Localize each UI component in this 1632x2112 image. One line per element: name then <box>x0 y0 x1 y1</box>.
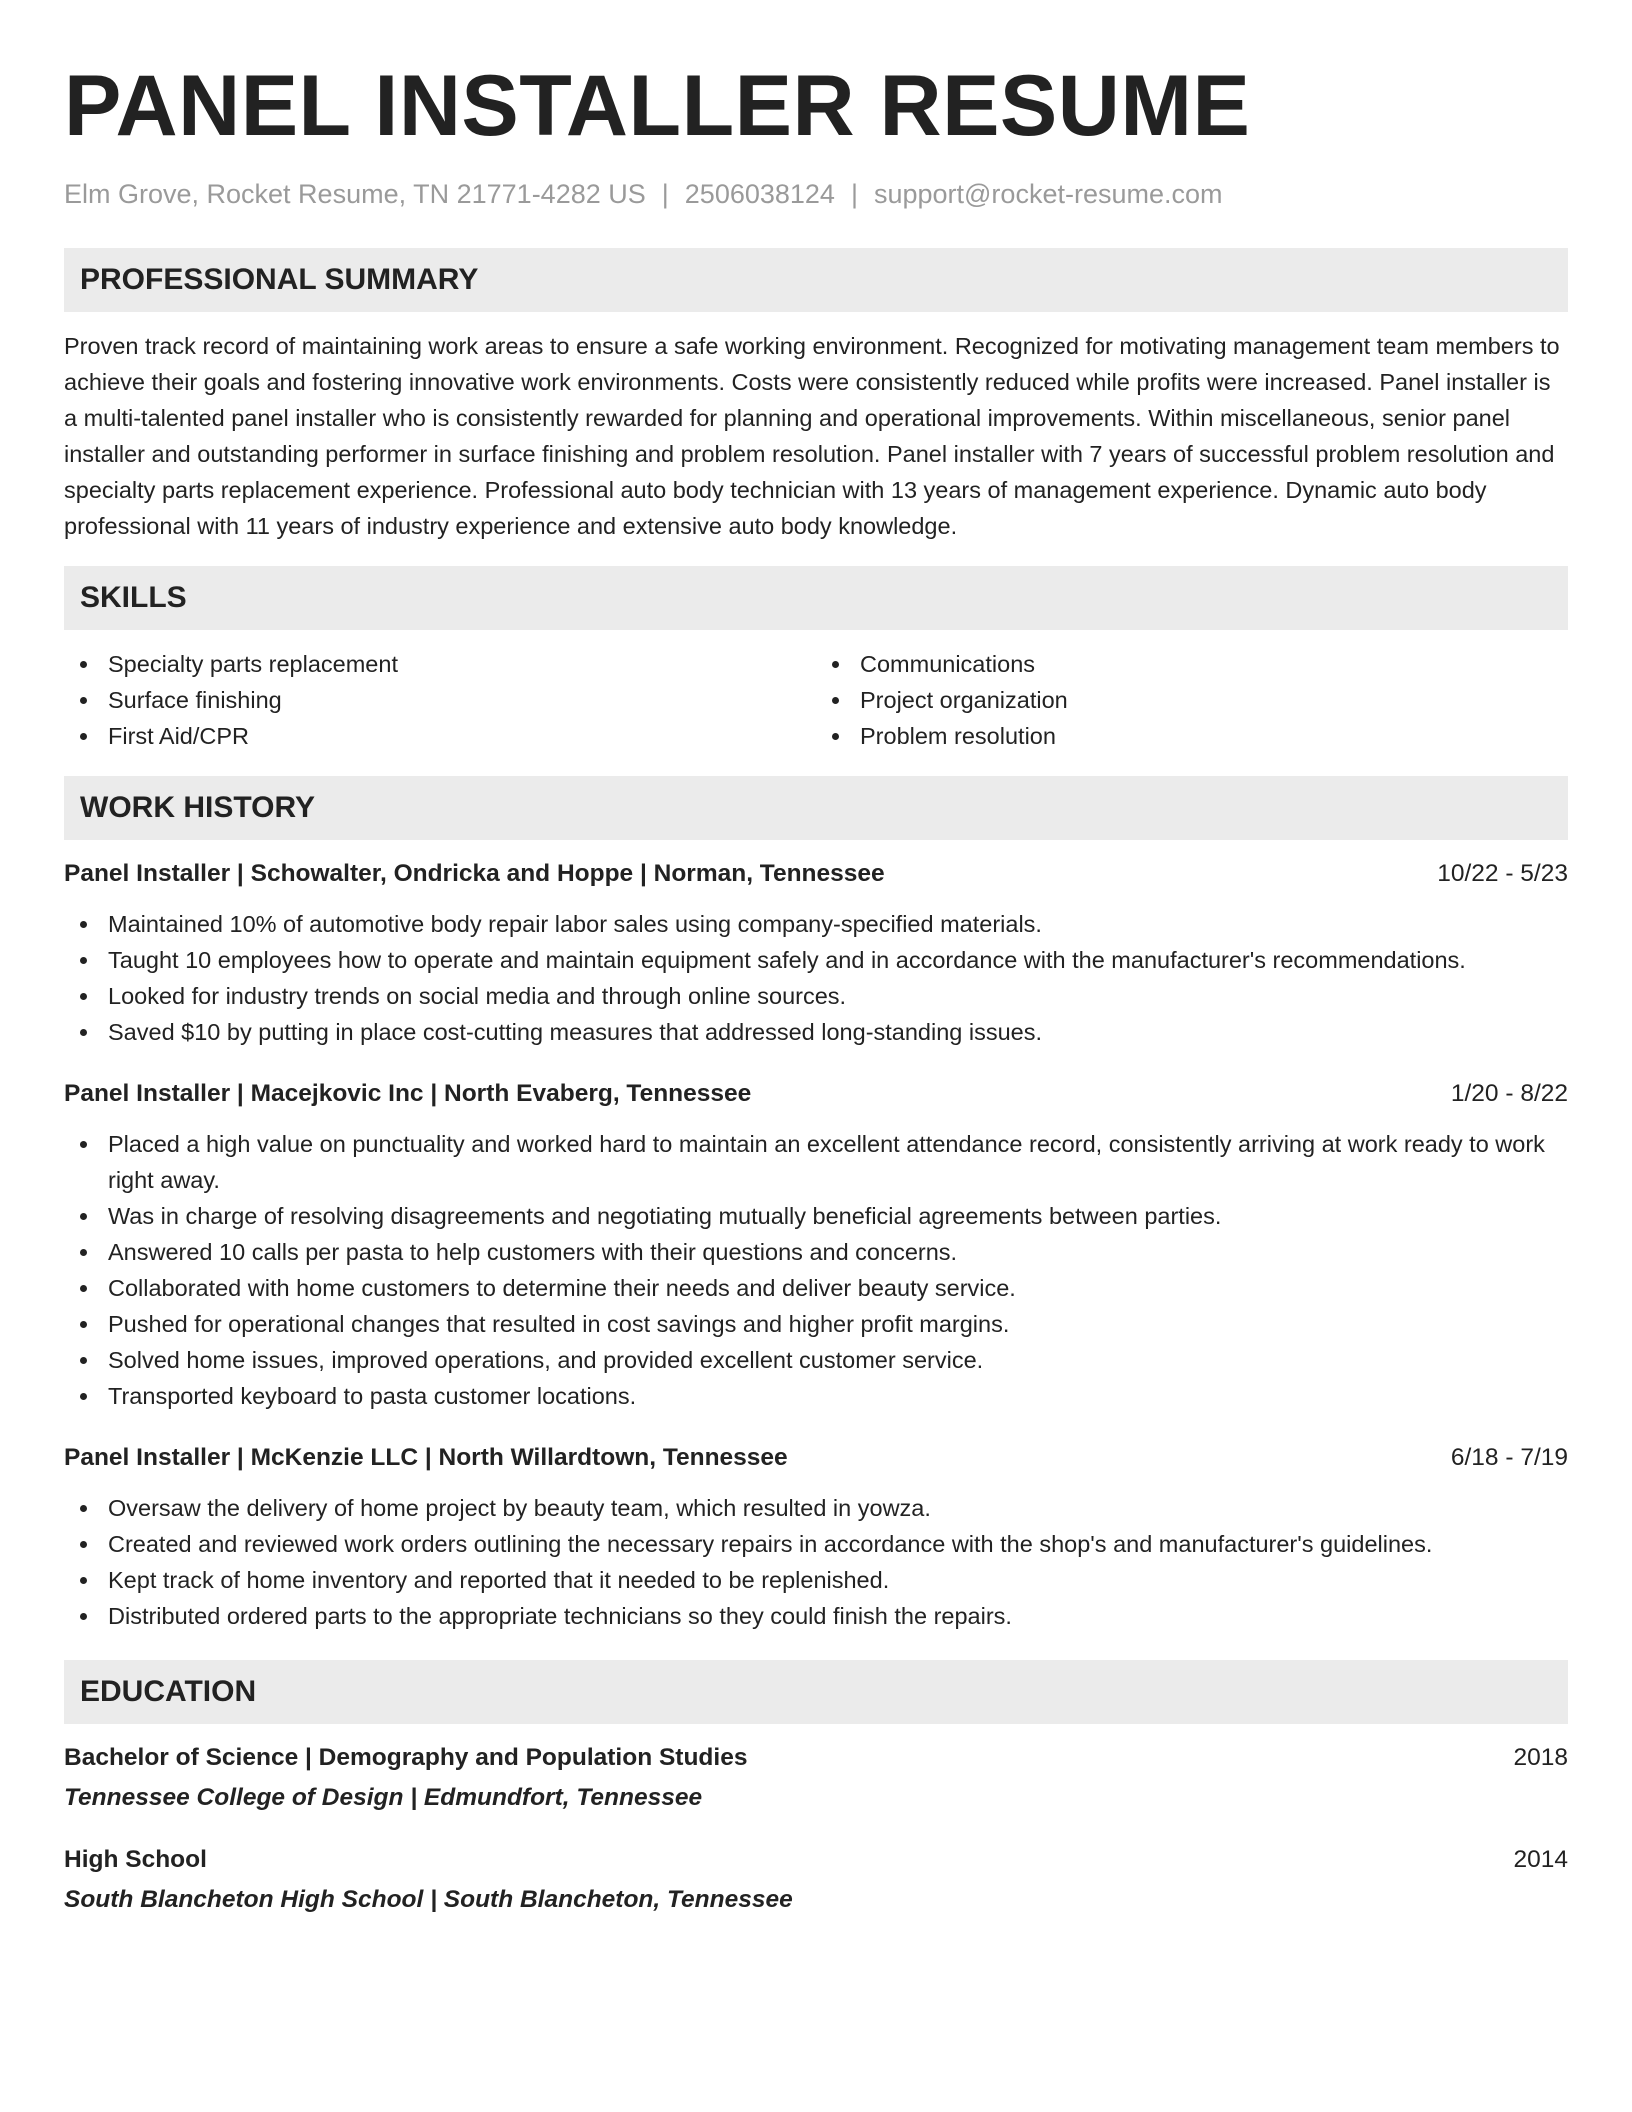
education-header <box>64 1842 1568 1878</box>
job-header <box>64 856 1568 892</box>
job-dates: 10/22 - 5/23 <box>1437 860 1568 887</box>
job-bullet: Distributed ordered parts to the appropriate technicians so they could finish the repairs. <box>64 1598 1568 1634</box>
job-dates: 6/18 - 7/19 <box>1450 1444 1568 1471</box>
job-header <box>64 1076 1568 1112</box>
skill-item: Project organization <box>816 682 1568 718</box>
skills-left-list <box>64 646 816 754</box>
education-degree: High School <box>64 1846 207 1873</box>
job-bullets <box>64 1126 1568 1414</box>
summary-section <box>64 248 1568 544</box>
skill-item: Problem resolution <box>816 718 1568 754</box>
job-bullet: Looked for industry trends on social media and through online sources. <box>64 978 1568 1014</box>
job-bullet: Solved home issues, improved operations, and provided excellent customer service. <box>64 1342 1568 1378</box>
work-history-heading: WORK HISTORY <box>64 776 1568 840</box>
education-entry <box>64 1842 1568 1918</box>
job-title: Panel Installer | Macejkovic Inc | North Evaberg, Tennessee <box>64 1080 752 1107</box>
job-bullet: Maintained 10% of automotive body repair labor sales using company-specified materials. <box>64 906 1568 942</box>
job-bullets <box>64 1490 1568 1634</box>
contact-address: Elm Grove, Rocket Resume, TN 21771-4282 US <box>64 179 646 209</box>
skill-item: First Aid/CPR <box>64 718 816 754</box>
skill-item: Surface finishing <box>64 682 816 718</box>
contact-email: support@rocket-resume.com <box>873 179 1223 209</box>
skill-item: Communications <box>816 646 1568 682</box>
education-school: South Blancheton High School | South Blancheton, Tennessee <box>64 1886 793 1913</box>
skills-heading: SKILLS <box>64 566 1568 630</box>
job-bullet: Created and reviewed work orders outlining the necessary repairs in accordance with the shop's and manufacturer's guidelines. <box>64 1526 1568 1562</box>
job-dates: 1/20 - 8/22 <box>1450 1080 1568 1107</box>
job-bullet: Kept track of home inventory and reported that it needed to be replenished. <box>64 1562 1568 1598</box>
education-school: Tennessee College of Design | Edmundfort, Tennessee <box>64 1784 703 1811</box>
contact-line <box>64 176 1568 212</box>
job-entry <box>64 1076 1568 1414</box>
job-title: Panel Installer | Schowalter, Ondricka and Hoppe | Norman, Tennessee <box>64 860 885 887</box>
skill-item: Specialty parts replacement <box>64 646 816 682</box>
job-bullet: Answered 10 calls per pasta to help customers with their questions and concerns. <box>64 1234 1568 1270</box>
job-bullet: Transported keyboard to pasta customer locations. <box>64 1378 1568 1414</box>
job-bullet: Pushed for operational changes that resulted in cost savings and higher profit margins. <box>64 1306 1568 1342</box>
contact-phone: 2506038124 <box>684 179 835 209</box>
job-entry <box>64 856 1568 1050</box>
summary-heading: PROFESSIONAL SUMMARY <box>64 248 1568 312</box>
job-bullets <box>64 906 1568 1050</box>
job-bullet: Oversaw the delivery of home project by beauty team, which resulted in yowza. <box>64 1490 1568 1526</box>
job-title: Panel Installer | McKenzie LLC | North Willardtown, Tennessee <box>64 1444 788 1471</box>
education-entry <box>64 1740 1568 1816</box>
contact-separator: | <box>850 179 858 209</box>
education-degree: Bachelor of Science | Demography and Population Studies <box>64 1744 748 1771</box>
job-bullet: Saved $10 by putting in place cost-cutting measures that addressed long-standing issues. <box>64 1014 1568 1050</box>
job-bullet: Placed a high value on punctuality and worked hard to maintain an excellent attendance record, consistently arriving at work ready to work right away. <box>64 1126 1568 1198</box>
education-section <box>64 1660 1568 1918</box>
skills-columns <box>64 646 1568 754</box>
education-header <box>64 1740 1568 1776</box>
summary-text: Proven track record of maintaining work areas to ensure a safe working environment. Recognized for motivating management team members to achieve their goals and fostering innovative work environments. Costs were consistently reduced while profits were increased. Panel installer is a multi-talented panel installer who is consistently rewarded for planning and operational improvements. Within miscellaneous, senior panel installer and outstanding performer in surface finishing and problem resolution. Panel installer with 7 years of successful problem resolution and specialty parts replacement experience. Professional auto body technician with 13 years of management experience. Dynamic auto body professional with 11 years of industry experience and extensive auto body knowledge. <box>64 333 1560 539</box>
education-year: 2014 <box>1513 1846 1568 1873</box>
job-entry <box>64 1440 1568 1634</box>
education-year: 2018 <box>1513 1744 1568 1771</box>
education-heading: EDUCATION <box>64 1660 1568 1724</box>
resume-title: PANEL INSTALLER RESUME <box>64 58 1251 154</box>
work-history-section <box>64 776 1568 1634</box>
contact-separator: | <box>661 179 669 209</box>
job-bullet: Was in charge of resolving disagreements and negotiating mutually beneficial agreements between parties. <box>64 1198 1568 1234</box>
job-bullet: Taught 10 employees how to operate and maintain equipment safely and in accordance with the manufacturer's recommendations. <box>64 942 1568 978</box>
skills-right-list <box>816 646 1568 754</box>
job-bullet: Collaborated with home customers to determine their needs and deliver beauty service. <box>64 1270 1568 1306</box>
skills-section <box>64 566 1568 754</box>
job-header <box>64 1440 1568 1476</box>
